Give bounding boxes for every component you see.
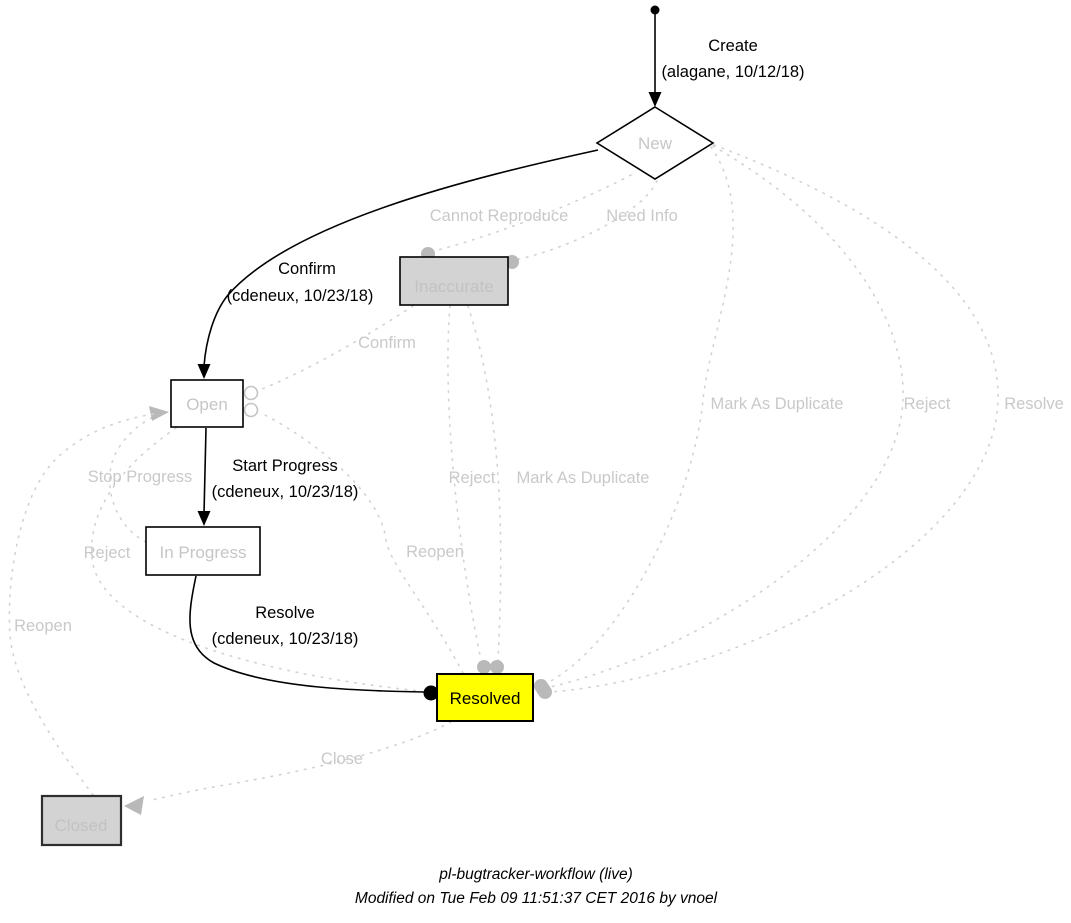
edge-mark-as-duplicate-right [549,147,733,682]
label-reject-left: Reject [83,544,131,562]
label-cannot-reproduce: Cannot Reproduce [429,207,569,225]
node-resolved-label: Resolved [449,689,521,708]
node-open[interactable] [171,380,243,427]
label-reject-right: Reject [903,395,951,413]
edge-create-arrowhead-icon [649,92,662,107]
label-start-progress: Start Progress [232,457,338,475]
edge-resolve-right [552,145,998,692]
label-resolve-detail: (cdeneux, 10/23/18) [211,630,359,648]
node-resolved[interactable] [437,674,533,721]
edge-resolve-right-dot-arrowhead-icon [538,685,552,699]
node-new-label: New [637,134,673,153]
node-open-label: Open [186,395,228,414]
label-confirm-gray: Confirm [358,334,416,352]
edge-reject-right [550,146,903,687]
label-start-progress-detail: (cdeneux, 10/23/18) [211,483,359,501]
node-in-progress-label: In Progress [159,543,247,562]
label-stop-progress: Stop Progress [87,468,193,486]
label-create: Create [708,37,758,55]
edge-confirm-arrowhead-icon [198,364,211,379]
footer-title: pl-bugtracker-workflow (live) [439,866,633,883]
footer-modified: Modified on Tue Feb 09 11:51:37 CET 2016 by vnoel [354,890,718,907]
edge-close [148,722,451,801]
label-create-detail: (alagane, 10/12/18) [661,63,805,81]
edge-confirm-gray-circle-arrowhead-icon [245,387,258,400]
node-inaccurate-label: Inaccurate [414,277,494,296]
edge-start-progress-arrowhead-icon [198,511,211,526]
footer [355,866,718,907]
node-in-progress[interactable] [146,527,260,575]
node-closed-label: Closed [54,816,108,835]
node-closed[interactable] [42,796,121,845]
node-new[interactable] [597,107,713,179]
active-edges [190,6,662,701]
label-close: Close [320,750,364,768]
label-confirm: Confirm [278,260,336,278]
label-reopen-left: Reopen [14,617,72,635]
label-reopen-mid: Reopen [406,543,464,561]
edge-start-progress [204,428,206,514]
node-inaccurate[interactable] [400,257,508,305]
edge-mark-as-duplicate-mid-dot-arrowhead-icon [490,660,504,674]
label-mark-as-duplicate-mid: Mark As Duplicate [516,469,650,487]
edge-reopen-mid-circle-arrowhead-icon [245,404,258,417]
edge-reject-mid-dot-arrowhead-icon [477,660,491,674]
label-resolve: Resolve [255,604,315,622]
label-mark-as-duplicate-right: Mark As Duplicate [710,395,844,413]
label-need-info: Need Info [606,207,678,225]
label-reject-mid: Reject [448,469,496,487]
label-confirm-detail: (cdeneux, 10/23/18) [226,287,374,305]
edge-close-arrowhead-icon [124,796,144,815]
label-resolve-right: Resolve [1004,395,1064,413]
